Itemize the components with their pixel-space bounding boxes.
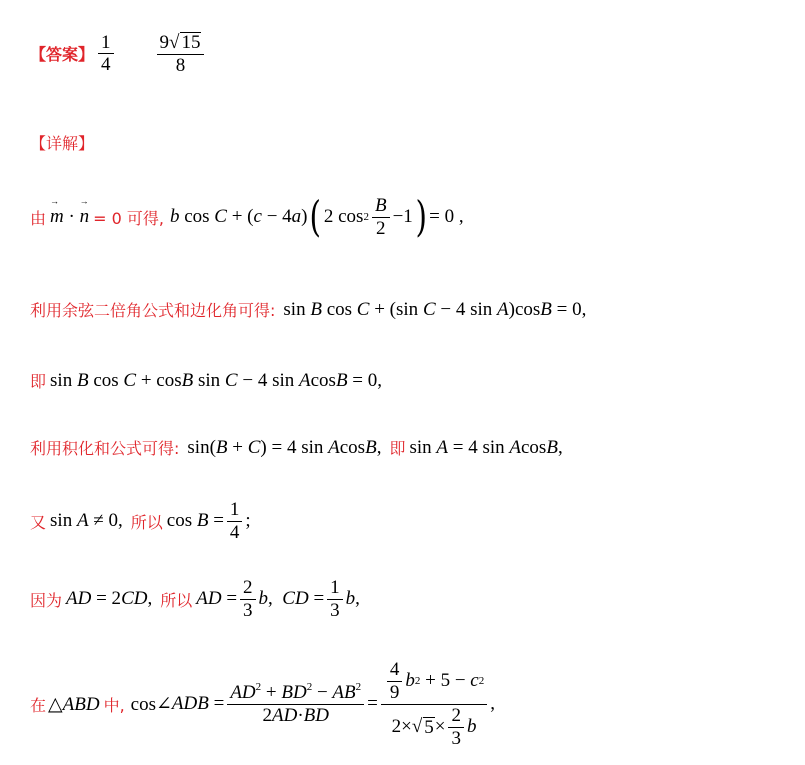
answer-2-radicand: 15 [181, 32, 201, 53]
answer-line [30, 32, 207, 76]
step-3-line [30, 369, 382, 392]
answer-label: 【答案】 [30, 45, 95, 65]
step-1-condition: = 0 可得, [93, 208, 164, 228]
step-3-prefix: 即 [30, 372, 47, 391]
step-6-line [30, 578, 360, 621]
step-4-mid: 即 [389, 439, 406, 458]
step-5-condition: sin A ≠ 0, [50, 510, 123, 532]
step-6-mid: 所以 [160, 590, 193, 610]
step-7-triangle: △ABD [48, 693, 100, 715]
step-4-equation-1: sin(B + C) = 4 sin AcosB, [187, 436, 382, 458]
answer-1-fraction [98, 33, 114, 76]
step-6-result: AD = $\frac{2}{3}$ b , CD = $\frac{1}{3}$ b , [196, 577, 360, 621]
step-7-prefix: 在 [30, 695, 47, 715]
step-7-mid: 中, [103, 695, 125, 715]
step-4-line [30, 436, 563, 459]
step-2-equation: sin B cos C + (sin C − 4 sin A)cosB = 0, [283, 298, 587, 320]
step-5-result: cos B = $\frac{1}{4}$ ; [166, 499, 251, 543]
step-2-line [30, 298, 586, 321]
step-1-prefix: 由 [30, 208, 47, 228]
step-1-suffix: = 0 , [429, 206, 464, 228]
step-7-equation: cos∠ ADB = $\frac{AD^2 + BD^2 - AB^2}{2AD\cdot BD}$ = $\frac{4}{9}$ b 2 + 5 − c 2 2×√ 5 × $\frac{2}{3}$ b , [130, 659, 495, 749]
step-6-condition: AD = 2CD, [66, 588, 153, 610]
answer-2-coef: 9 [159, 32, 170, 53]
step-4-text: 利用积化和公式可得: [30, 439, 180, 458]
explain-label: 【详解】 [30, 134, 95, 153]
step-2-text: 利用余弦二倍角公式和边化角可得: [30, 301, 276, 320]
step-6-prefix: 因为 [30, 590, 63, 610]
explain-line [30, 131, 94, 154]
step-5-line [30, 500, 251, 543]
step-5-prefix: 又 [30, 512, 47, 532]
step-4-equation-2: sin A = 4 sin AcosB, [409, 436, 563, 458]
answer-2-denominator: 8 [175, 54, 186, 76]
step-7-line [30, 660, 495, 749]
step-3-equation: sin B cos C + cosB sin C − 4 sin AcosB = 0, [50, 369, 383, 391]
answer-2-numerator: 9√ 15 [157, 32, 205, 55]
step-5-mid: 所以 [130, 512, 163, 532]
step-1-line [30, 192, 464, 242]
answer-1-numerator: 1 [98, 33, 114, 55]
answer-1-denominator: 4 [101, 54, 111, 76]
step-1-equation: b cos C + ( c − 4 a ) ( 2 cos 2 $\frac{B}{2}$ −1 ) [169, 192, 427, 242]
step-1-vector-product: → m · → n [50, 206, 89, 228]
answer-2-fraction [157, 32, 205, 76]
